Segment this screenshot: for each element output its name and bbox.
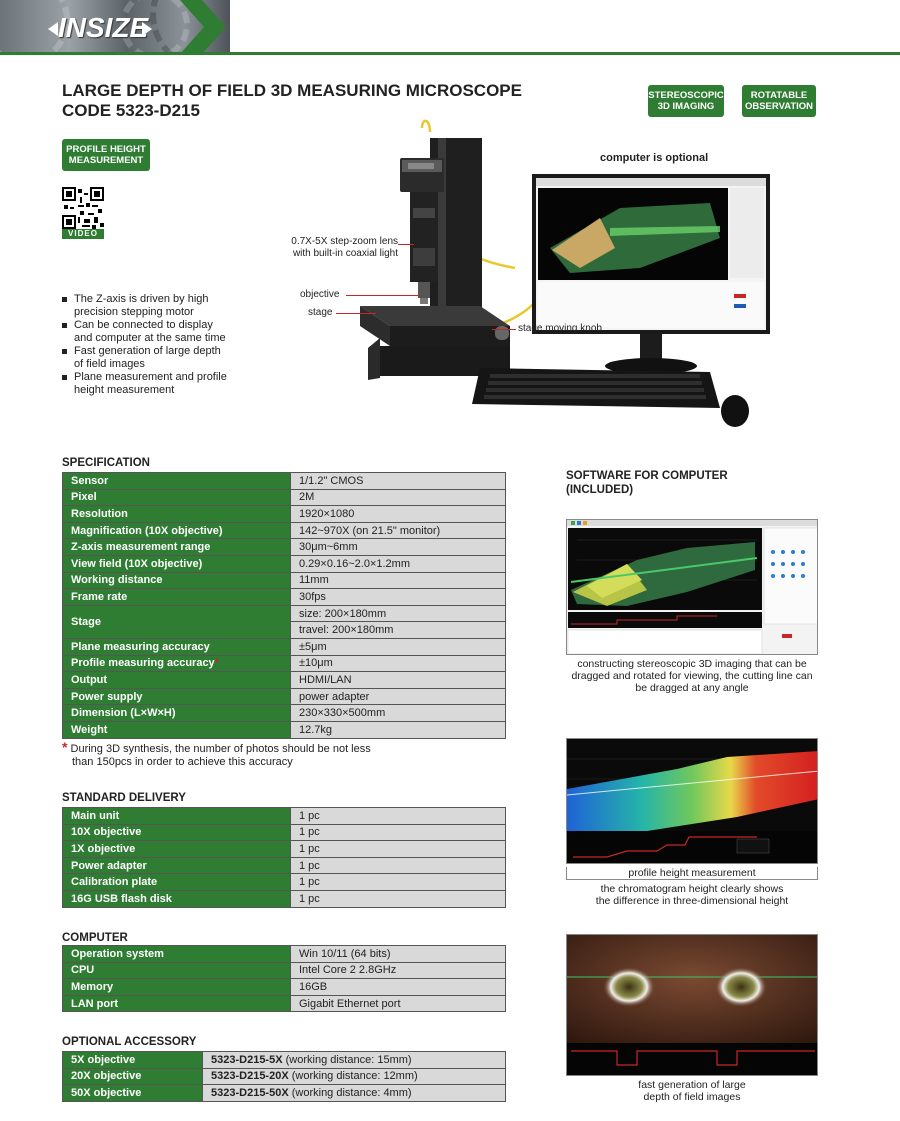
- product-code: CODE 5323-D215: [62, 101, 200, 120]
- table-row: Power adapter 1 pc: [63, 857, 506, 874]
- page-title: [62, 81, 522, 121]
- objective-callout-line: [346, 295, 420, 296]
- header-arrow-icon: [180, 0, 226, 54]
- table-row: Plane measuring accuracy ±5μm: [63, 638, 506, 655]
- table-row: 1X objective 1 pc: [63, 841, 506, 858]
- table-row: View field (10X objective) 0.29×0.16~2.0×1.2mm: [63, 555, 506, 572]
- stage-callout: stage: [308, 307, 333, 318]
- table-row: Frame rate 30fps: [63, 589, 506, 606]
- lens-callout-line: [398, 244, 414, 245]
- table-row: 50X objective 5323-D215-50X (working distance: 4mm): [63, 1085, 506, 1102]
- stereoscopic-badge: STEREOSCOPIC 3D IMAGING: [648, 85, 724, 117]
- objective-callout: objective: [300, 289, 340, 300]
- lens-callout: 0.7X-5X step-zoom lens with built-in coaxial light: [291, 236, 398, 259]
- title-line: LARGE DEPTH OF FIELD 3D MEASURING MICROSCOPE: [62, 81, 522, 100]
- table-row: 5X objective 5323-D215-5X (working distance: 15mm): [63, 1052, 506, 1069]
- brand-right-arrow-icon: [142, 22, 152, 36]
- feature-list: [62, 293, 262, 397]
- knob-callout: stage moving knob: [518, 323, 602, 334]
- table-row: Calibration plate 1 pc: [63, 874, 506, 891]
- microscope-setup-image: [280, 118, 800, 438]
- computer-optional-label: computer is optional: [600, 152, 709, 164]
- feature-item: Plane measurement and profile height measurement: [62, 371, 262, 397]
- accuracy-footnote: * During 3D synthesis, the number of photos should be not less than 150pcs in order to achieve this accuracy: [62, 739, 371, 768]
- feature-item: Fast generation of large depth of field images: [62, 345, 262, 371]
- depth-of-field-screenshot: [566, 934, 818, 1076]
- header-divider: [0, 52, 900, 55]
- table-row: 10X objective 1 pc: [63, 824, 506, 841]
- standard-delivery-table: [62, 807, 506, 908]
- standard-delivery-heading: STANDARD DELIVERY: [62, 792, 186, 804]
- table-row: Output HDMI/LAN: [63, 672, 506, 689]
- table-row: CPU Intel Core 2 2.8GHz: [63, 962, 506, 979]
- table-row: Working distance 11mm: [63, 572, 506, 589]
- table-row: LAN port Gigabit Ethernet port: [63, 995, 506, 1012]
- profile-height-title: profile height measurement: [566, 867, 818, 880]
- brand-logo: INSIZE: [58, 12, 149, 43]
- table-row: Operation system Win 10/11 (64 bits): [63, 946, 506, 963]
- computer-heading: COMPUTER: [62, 932, 128, 944]
- table-row: Sensor 1/1.2" CMOS: [63, 473, 506, 490]
- profile-badge: PROFILE HEIGHT MEASUREMENT: [62, 139, 150, 171]
- rotatable-badge: ROTATABLE OBSERVATION: [742, 85, 816, 117]
- software-3d-caption: constructing stereoscopic 3D imaging that can be dragged and rotated for viewing, the cutting line can be dragged at any angle: [571, 658, 813, 694]
- table-row: 20X objective 5323-D215-20X (working distance: 12mm): [63, 1068, 506, 1085]
- table-row: Pixel 2M: [63, 489, 506, 506]
- table-row: Memory 16GB: [63, 979, 506, 996]
- knob-callout-line: [492, 329, 516, 330]
- feature-item: The Z-axis is driven by high precision stepping motor: [62, 293, 262, 319]
- product-illustration: [280, 118, 800, 438]
- software-heading: SOFTWARE FOR COMPUTER (INCLUDED): [566, 470, 728, 496]
- optional-accessory-table: [62, 1051, 506, 1102]
- table-row: Z-axis measurement range 30μm~6mm: [63, 539, 506, 556]
- depth-of-field-caption: fast generation of large depth of field images: [638, 1079, 746, 1103]
- table-row: Resolution 1920×1080: [63, 506, 506, 523]
- profile-height-screenshot: [566, 738, 818, 864]
- table-row: Profile measuring accuracy* ±10μm: [63, 655, 506, 672]
- header-band: [0, 0, 900, 56]
- qr-code-icon: [62, 187, 104, 229]
- profile-height-caption: profile height measurement the chromatogram height clearly shows the difference in three-dimensional height: [566, 867, 818, 907]
- table-row: Magnification (10X objective) 142~970X (on 21.5" monitor): [63, 522, 506, 539]
- video-qr-code[interactable]: [62, 187, 104, 241]
- feature-item: Can be connected to display and computer at the same time: [62, 319, 262, 345]
- table-row: Main unit 1 pc: [63, 808, 506, 825]
- table-row: Dimension (L×W×H) 230×330×500mm: [63, 705, 506, 722]
- qr-video-label: VIDEO: [62, 229, 104, 239]
- table-row: Stage size: 200×180mm: [63, 605, 506, 622]
- specification-table: [62, 472, 506, 739]
- stage-callout-line: [336, 313, 376, 314]
- software-3d-screenshot: [566, 519, 818, 655]
- table-row: travel: 200×180mm: [63, 622, 506, 639]
- computer-table: [62, 945, 506, 1012]
- table-row: Power supply power adapter: [63, 688, 506, 705]
- brand-left-arrow-icon: [48, 22, 58, 36]
- table-row: Weight 12.7kg: [63, 721, 506, 738]
- table-row: 16G USB flash disk 1 pc: [63, 890, 506, 907]
- optional-accessory-heading: OPTIONAL ACCESSORY: [62, 1036, 197, 1048]
- specification-heading: SPECIFICATION: [62, 457, 150, 469]
